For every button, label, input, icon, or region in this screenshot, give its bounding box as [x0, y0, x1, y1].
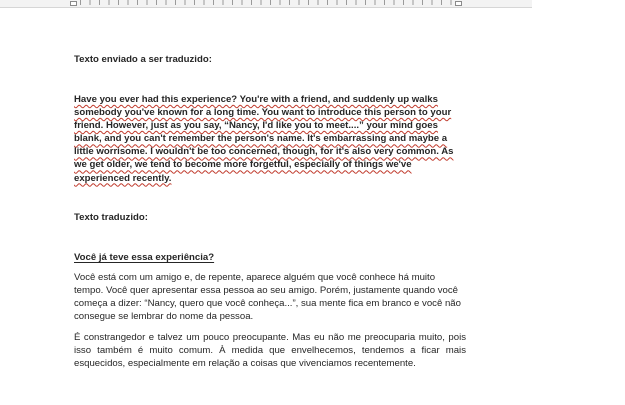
translated-paragraph-1: Você está com um amigo e, de repente, aparece alguém que você conhece há muito tempo. Você quer apresentar essa pessoa ao seu amigo. Porém, justamente quando você começa a dizer: “Nancy, quero que você conheça...”, sua mente fica em branco e você não consegue se lembrar do nome da pessoa.	[74, 272, 461, 323]
document-page[interactable]	[0, 8, 625, 405]
horizontal-ruler[interactable]	[0, 0, 532, 8]
left-indent-marker[interactable]	[70, 1, 77, 6]
right-indent-marker[interactable]	[455, 1, 462, 6]
source-heading: Texto enviado a ser traduzido:	[74, 54, 212, 65]
source-paragraph: Have you ever had this experience? You're with a friend, and suddenly up walks somebody you've known for a long time. You want to introduce this person to your friend. However, just as you say, “Nancy, I'd like you to meet....” your mind goes blank, and you can't remember the person's name. It's embarrassing and maybe a little worrisome. I wouldn't be too concerned, though, for it's also very common. As we get older, we tend to become more forgetful, especially of things we've experienced recently.	[74, 94, 454, 184]
translated-title: Você já teve essa experiência?	[74, 252, 215, 263]
ruler-ticks	[80, 0, 460, 5]
translated-paragraph-2: É constrangedor e talvez um pouco preocupante. Mas eu não me preocuparia muito, pois isso também é muito comum. À medida que envelhecemos, tendemos a ficar mais esquecidos, especialmente em relação a coisas que vivenciamos recentemente.	[74, 332, 466, 370]
translated-heading: Texto traduzido:	[74, 212, 148, 223]
